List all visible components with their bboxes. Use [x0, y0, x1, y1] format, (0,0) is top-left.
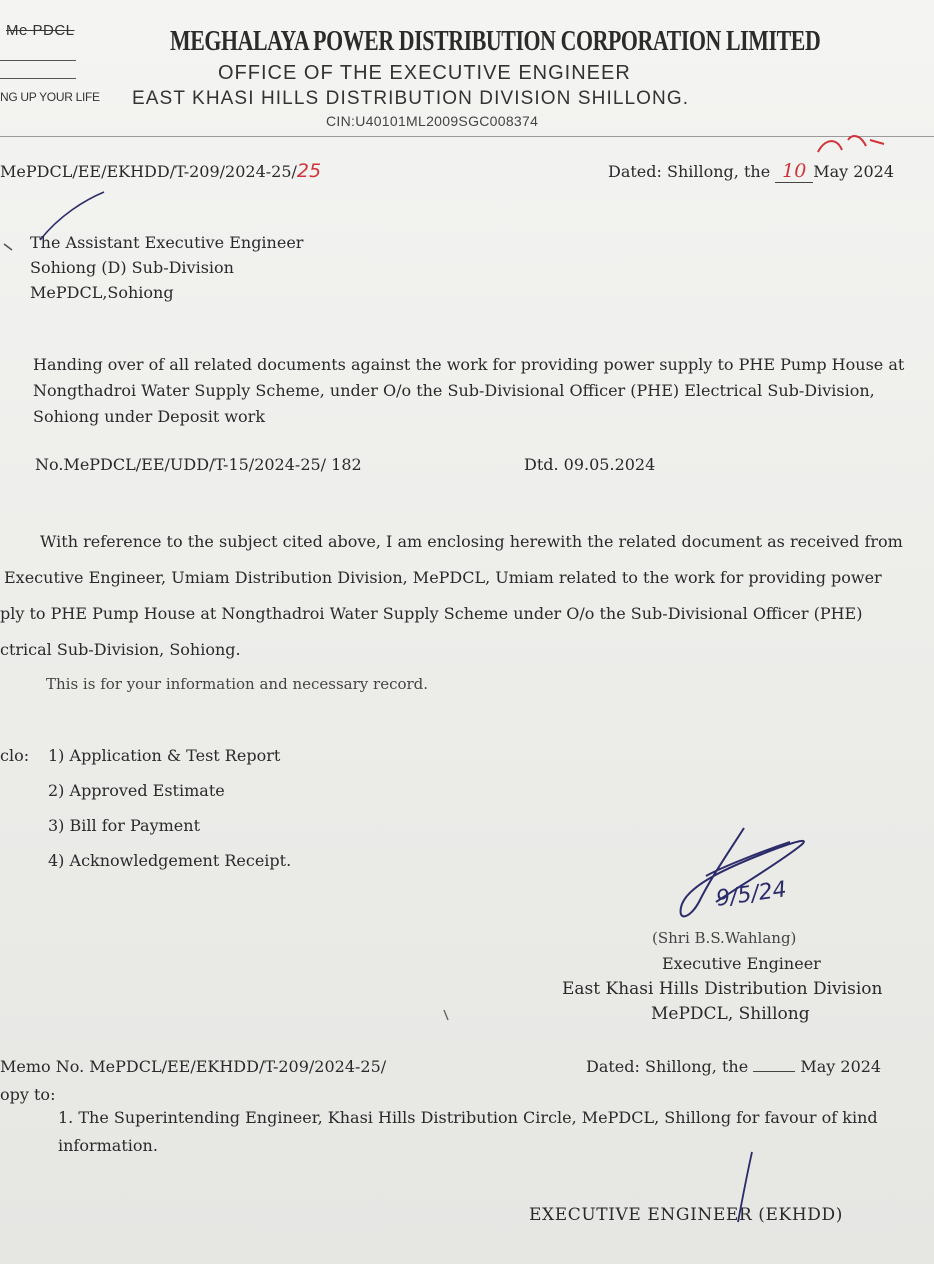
- signatory-name: (Shri B.S.Wahlang): [652, 929, 797, 947]
- signatory-designation: Executive Engineer: [662, 954, 821, 973]
- info-line: This is for your information and necessary record.: [46, 675, 429, 693]
- enclosure-item: 1) Application & Test Report: [48, 746, 281, 765]
- enclosure-item: 2) Approved Estimate: [48, 781, 225, 800]
- signatory-division: East Khasi Hills Distribution Division: [562, 979, 883, 999]
- organization-name: MEGHALAYA POWER DISTRIBUTION CORPORATION LIMITED: [170, 26, 821, 57]
- company-logo-text: Me PDCL: [6, 22, 75, 39]
- addressee-pen-stroke: [40, 192, 104, 240]
- division-name: EAST KHASI HILLS DISTRIBUTION DIVISION SHILLONG.: [132, 88, 690, 109]
- footer-signature-stroke: [738, 1152, 752, 1222]
- office-name: OFFICE OF THE EXECUTIVE ENGINEER: [218, 62, 631, 84]
- addressee-tick: [4, 244, 12, 250]
- stray-mark: [444, 1010, 448, 1020]
- body-line: ply to PHE Pump House at Nongthadroi Water Supply Scheme under O/o the Sub-Divisional Officer (PHE): [0, 604, 863, 623]
- addressee-line: The Assistant Executive Engineer: [30, 233, 304, 252]
- copy-dated-prefix: Dated: Shillong, the: [586, 1057, 749, 1076]
- reference-date: Dtd. 09.05.2024: [524, 455, 656, 474]
- memo-number-prefix: MePDCL/EE/EKHDD/T-209/2024-25/: [0, 162, 297, 181]
- memo-number-handwritten: 25: [296, 160, 322, 182]
- addressee-line: Sohiong (D) Sub-Division: [30, 258, 234, 277]
- enclosure-item: 4) Acknowledgement Receipt.: [48, 851, 292, 870]
- date-superscript-mark: [818, 136, 884, 152]
- enclosure-item: 3) Bill for Payment: [48, 816, 200, 835]
- signatory-org: MePDCL, Shillong: [651, 1004, 810, 1024]
- addressee-line: MePDCL,Sohiong: [30, 283, 174, 302]
- enclosure-label: clo:: [0, 746, 30, 765]
- company-tagline: NG UP YOUR LIFE: [0, 90, 100, 104]
- reference-number: No.MePDCL/EE/UDD/T-15/2024-25/ 182: [35, 455, 362, 474]
- memo-date-day-handwritten: 10: [775, 160, 813, 183]
- body-line: Executive Engineer, Umiam Distribution Division, MePDCL, Umiam related to the work for providing power: [4, 568, 882, 587]
- memo-dated-suffix: May 2024: [813, 162, 895, 181]
- copy-memo-number: Memo No. MePDCL/EE/EKHDD/T-209/2024-25/: [0, 1057, 387, 1076]
- copy-dated-suffix: May 2024: [800, 1057, 882, 1076]
- body-line: ctrical Sub-Division, Sohiong.: [0, 640, 241, 659]
- memo-dated-prefix: Dated: Shillong, the: [608, 162, 771, 181]
- copy-to-label: opy to:: [0, 1085, 56, 1104]
- signature-scrawl: [681, 828, 804, 916]
- cin-number: CIN:U40101ML2009SGC008374: [326, 113, 539, 129]
- body-line: With reference to the subject cited above, I am enclosing herewith the related document as received from: [40, 532, 903, 551]
- footer-signatory: EXECUTIVE ENGINEER (EKHDD): [529, 1205, 843, 1225]
- signature-date-handwritten: 9/5/24: [714, 877, 789, 912]
- subject-text: Handing over of all related documents against the work for providing power supply to PHE Pump House at Nongthadroi Water Supply Scheme, under O/o the Sub-Divisional Officer (PHE) Electrical Sub-Division, Sohiong under Deposit work: [33, 355, 905, 426]
- copy-item: 1. The Superintending Engineer, Khasi Hills Distribution Circle, MePDCL, Shillong for favour of kind information.: [58, 1108, 878, 1155]
